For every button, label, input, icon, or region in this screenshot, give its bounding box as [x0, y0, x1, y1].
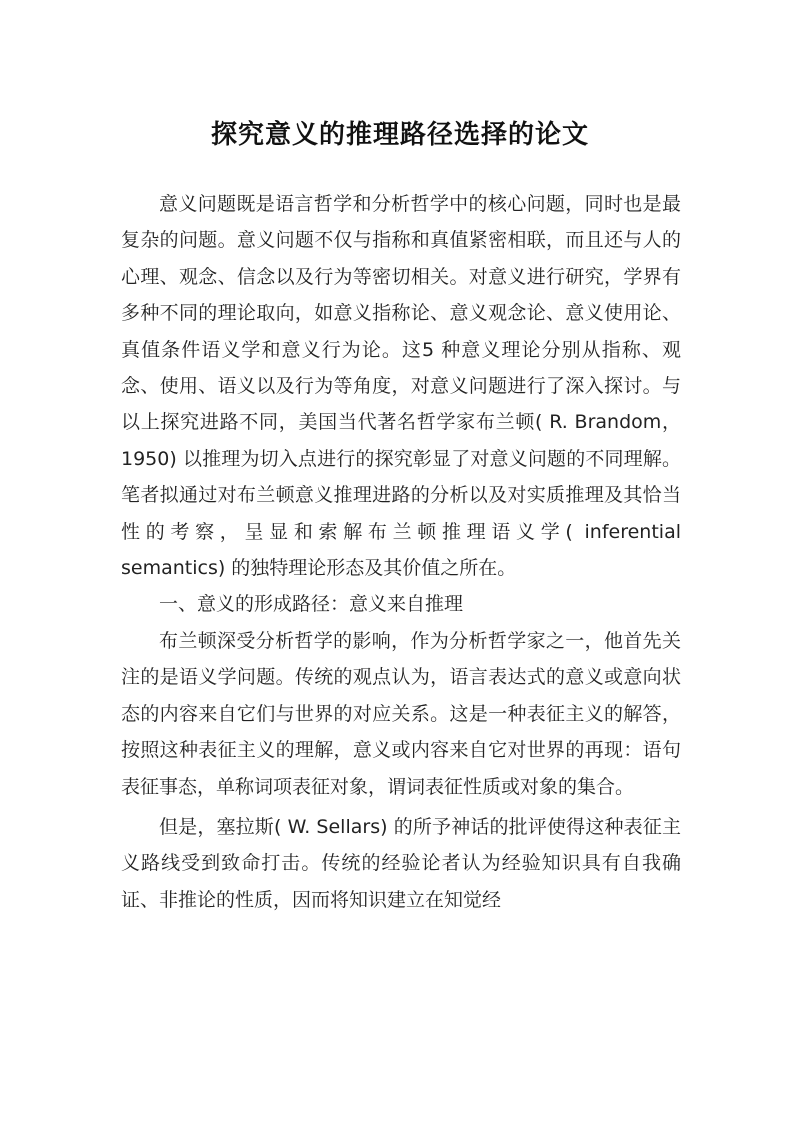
paragraph-brandom: 布兰顿深受分析哲学的影响，作为分析哲学家之一，他首先关注的是语义学问题。传统的观点认为，语言表达式的意义或意向状态的内容来自它们与世界的对应关系。这是一种表征主义的解答，按照这种表征主义的理解，意义或内容来自它对世界的再现：语句表征事态，单称词项表征对象，谓词表征性质或对象的集合。: [121, 629, 681, 798]
paragraph-intro: 意义问题既是语言哲学和分析哲学中的核心问题，同时也是最复杂的问题。意义问题不仅与指称和真值紧密相联，而且还与人的心理、观念、信念以及行为等密切相关。对意义进行研究，学界有多种不同的理论取向，如意义指称论、意义观念论、意义使用论、真值条件语义学和意义行为论。这5 种意义理论分别从指称、观念、使用、语义以及行为等角度，对意义问题进行了深入探讨。与以上探究进路不同，美国当代著名哲学家布兰顿( R. Brandom，1950) 以推理为切入点进行的探究彰显了对意义问题的不同理解。笔者拟通过对布兰顿意义推理进路的分析以及对实质推理及其恰当性的考察，呈显和索解布兰顿推理语义学( inferential semantics) 的独特理论形态及其价值之所在。: [121, 193, 681, 580]
page-title: 探究意义的推理路径选择的论文: [210, 120, 589, 151]
document-body: [121, 186, 681, 918]
section-heading: 一、意义的形成路径：意义来自推理: [159, 593, 464, 616]
paragraph-sellars: 但是，塞拉斯( W. Sellars) 的所予神话的批评使得这种表征主义路线受到致命打击。传统的经验论者认为经验知识具有自我确证、非推论的性质，因而将知识建立在知觉经: [121, 815, 681, 911]
